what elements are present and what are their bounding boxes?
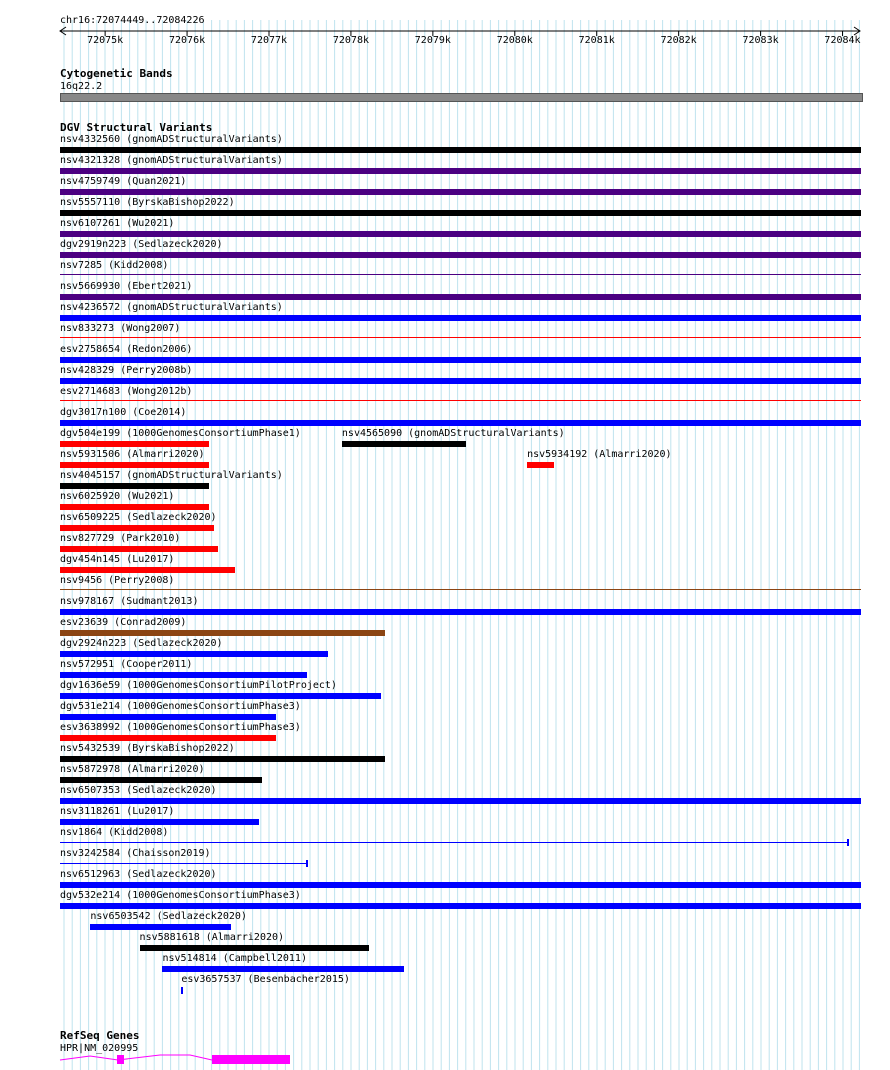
dgv-feature-label[interactable]: nsv5931506 (Almarri2020): [60, 449, 205, 460]
dgv-feature-bar[interactable]: [60, 274, 861, 275]
gene-exon: [117, 1055, 124, 1064]
dgv-feature-bar[interactable]: [60, 420, 861, 426]
dgv-feature-bar[interactable]: [60, 231, 861, 237]
dgv-feature-label[interactable]: nsv7285 (Kidd2008): [60, 260, 169, 271]
cytoband-bar[interactable]: [60, 93, 863, 102]
dgv-feature-bar[interactable]: [181, 987, 183, 994]
dgv-feature-label[interactable]: esv2758654 (Redon2006): [60, 344, 193, 355]
dgv-feature-label[interactable]: esv3657537 (Besenbacher2015): [181, 974, 350, 985]
dgv-feature-bar[interactable]: [60, 735, 276, 741]
dgv-feature-label[interactable]: dgv1636e59 (1000GenomesConsortiumPilotProject): [60, 680, 337, 691]
dgv-feature-bar[interactable]: [140, 945, 369, 951]
dgv-feature-label[interactable]: nsv5669930 (Ebert2021): [60, 281, 193, 292]
dgv-feature-bar[interactable]: [60, 294, 861, 300]
dgv-feature-bar[interactable]: [60, 504, 209, 510]
dgv-feature-label[interactable]: nsv514814 (Campbell2011): [162, 953, 307, 964]
dgv-feature-bar[interactable]: [60, 651, 328, 657]
ruler-tick-label: 72084k: [824, 35, 861, 46]
dgv-feature-label[interactable]: dgv454n145 (Lu2017): [60, 554, 175, 565]
dgv-feature-bar[interactable]: [60, 863, 308, 864]
dgv-feature-bar[interactable]: [60, 672, 307, 678]
dgv-feature-label[interactable]: nsv4236572 (gnomADStructuralVariants): [60, 302, 283, 313]
dgv-feature-label[interactable]: nsv5872978 (Almarri2020): [60, 764, 205, 775]
dgv-feature-label[interactable]: dgv3017n100 (Coe2014): [60, 407, 187, 418]
dgv-feature-label[interactable]: nsv5557110 (ByrskaBishop2022): [60, 197, 235, 208]
dgv-feature-label[interactable]: nsv978167 (Sudmant2013): [60, 596, 199, 607]
dgv-feature-label[interactable]: nsv1864 (Kidd2008): [60, 827, 169, 838]
dgv-feature-bar[interactable]: [60, 252, 861, 258]
dgv-feature-label[interactable]: dgv2924n223 (Sedlazeck2020): [60, 638, 223, 649]
dgv-feature-bar[interactable]: [60, 609, 861, 615]
dgv-feature-label[interactable]: dgv2919n223 (Sedlazeck2020): [60, 239, 223, 250]
location-label: chr16:72074449..72084226: [60, 15, 205, 26]
ruler-tick-label: 72083k: [742, 35, 779, 46]
dgv-feature-label[interactable]: dgv531e214 (1000GenomesConsortiumPhase3): [60, 701, 301, 712]
dgv-feature-label[interactable]: nsv6512963 (Sedlazeck2020): [60, 869, 217, 880]
dgv-feature-bar[interactable]: [60, 714, 276, 720]
dgv-feature-bar[interactable]: [527, 462, 554, 468]
dgv-feature-label[interactable]: nsv6503542 (Sedlazeck2020): [90, 911, 247, 922]
ruler-tick-label: 72082k: [660, 35, 697, 46]
dgv-feature-bar[interactable]: [60, 441, 209, 447]
dgv-feature-bar[interactable]: [60, 777, 262, 783]
dgv-feature-bar[interactable]: [60, 798, 861, 804]
dgv-feature-bar[interactable]: [60, 189, 861, 195]
dgv-feature-label[interactable]: nsv6509225 (Sedlazeck2020): [60, 512, 217, 523]
dgv-feature-bar[interactable]: [60, 168, 861, 174]
ruler-tick-label: 72075k: [87, 35, 124, 46]
ruler-tick-label: 72079k: [414, 35, 451, 46]
ruler-tick-label: 72081k: [578, 35, 615, 46]
gene-intron-line: [60, 1055, 212, 1060]
dgv-feature-label[interactable]: esv3638992 (1000GenomesConsortiumPhase3): [60, 722, 301, 733]
dgv-feature-bar[interactable]: [60, 378, 861, 384]
dgv-feature-bar[interactable]: [60, 337, 861, 338]
cytoband-track-title[interactable]: Cytogenetic Bands: [60, 67, 173, 80]
cytoband-label: 16q22.2: [60, 81, 103, 92]
dgv-feature-bar[interactable]: [60, 462, 209, 468]
dgv-feature-label[interactable]: nsv4045157 (gnomADStructuralVariants): [60, 470, 283, 481]
dgv-feature-bar[interactable]: [60, 842, 849, 843]
dgv-feature-bar[interactable]: [60, 400, 861, 401]
dgv-feature-bar[interactable]: [60, 882, 861, 888]
dgv-feature-bar[interactable]: [60, 693, 381, 699]
dgv-feature-bar[interactable]: [60, 483, 209, 489]
dgv-feature-label[interactable]: nsv6507353 (Sedlazeck2020): [60, 785, 217, 796]
dgv-feature-label[interactable]: nsv9456 (Perry2008): [60, 575, 175, 586]
ruler-tick-label: 72078k: [332, 35, 369, 46]
ruler-tickmarks: [105, 31, 842, 36]
dgv-feature-bar[interactable]: [60, 630, 385, 636]
dgv-feature-label[interactable]: nsv572951 (Cooper2011): [60, 659, 193, 670]
refseq-gene-model[interactable]: [0, 1052, 890, 1066]
dgv-feature-bar[interactable]: [60, 567, 235, 573]
dgv-track-title[interactable]: DGV Structural Variants: [60, 121, 213, 134]
dgv-feature-bar[interactable]: [60, 210, 861, 216]
dgv-feature-label[interactable]: nsv833273 (Wong2007): [60, 323, 181, 334]
dgv-feature-label[interactable]: nsv827729 (Park2010): [60, 533, 181, 544]
dgv-feature-bar[interactable]: [60, 357, 861, 363]
dgv-feature-bar[interactable]: [90, 924, 231, 930]
dgv-feature-bar[interactable]: [60, 546, 218, 552]
refseq-gene-label: HPR|NM_020995: [60, 1043, 139, 1054]
dgv-feature-label[interactable]: nsv4565090 (gnomADStructuralVariants): [341, 428, 565, 439]
dgv-feature-bar[interactable]: [60, 819, 259, 825]
dgv-feature-label[interactable]: dgv532e214 (1000GenomesConsortiumPhase3): [60, 890, 301, 901]
dgv-feature-bar[interactable]: [60, 147, 861, 153]
dgv-feature-label[interactable]: nsv428329 (Perry2008b): [60, 365, 193, 376]
dgv-feature-bar[interactable]: [60, 589, 861, 590]
dgv-feature-bar[interactable]: [60, 903, 861, 909]
dgv-feature-label[interactable]: nsv6025920 (Wu2021): [60, 491, 175, 502]
dgv-feature-label[interactable]: dgv504e199 (1000GenomesConsortiumPhase1): [60, 428, 301, 439]
refseq-track-title[interactable]: RefSeq Genes: [60, 1029, 140, 1042]
ruler-tick-label: 72080k: [496, 35, 533, 46]
dgv-feature-label[interactable]: nsv6107261 (Wu2021): [60, 218, 175, 229]
ruler-tick-label: 72077k: [250, 35, 288, 46]
dgv-feature-label[interactable]: nsv3118261 (Lu2017): [60, 806, 175, 817]
dgv-feature-label[interactable]: nsv5432539 (ByrskaBishop2022): [60, 743, 235, 754]
gene-exon: [212, 1055, 290, 1064]
dgv-feature-bar[interactable]: [162, 966, 404, 972]
dgv-feature-label[interactable]: nsv4332560 (gnomADStructuralVariants): [60, 134, 283, 145]
dgv-feature-label[interactable]: nsv5881618 (Almarri2020): [139, 932, 285, 943]
dgv-feature-label[interactable]: esv2714683 (Wong2012b): [60, 386, 193, 397]
dgv-feature-label[interactable]: nsv4321328 (gnomADStructuralVariants): [60, 155, 283, 166]
dgv-feature-label[interactable]: nsv5934192 (Almarri2020): [527, 449, 672, 460]
ruler-tick-label: 72076k: [169, 35, 206, 46]
dgv-feature-bar[interactable]: [60, 525, 214, 531]
dgv-feature-label[interactable]: esv23639 (Conrad2009): [60, 617, 187, 628]
dgv-feature-label[interactable]: nsv4759749 (Quan2021): [60, 176, 187, 187]
dgv-feature-bar[interactable]: [60, 756, 385, 762]
dgv-feature-bar[interactable]: [60, 315, 861, 321]
dgv-feature-label[interactable]: nsv3242584 (Chaisson2019): [60, 848, 211, 859]
dgv-feature-bar[interactable]: [342, 441, 466, 447]
